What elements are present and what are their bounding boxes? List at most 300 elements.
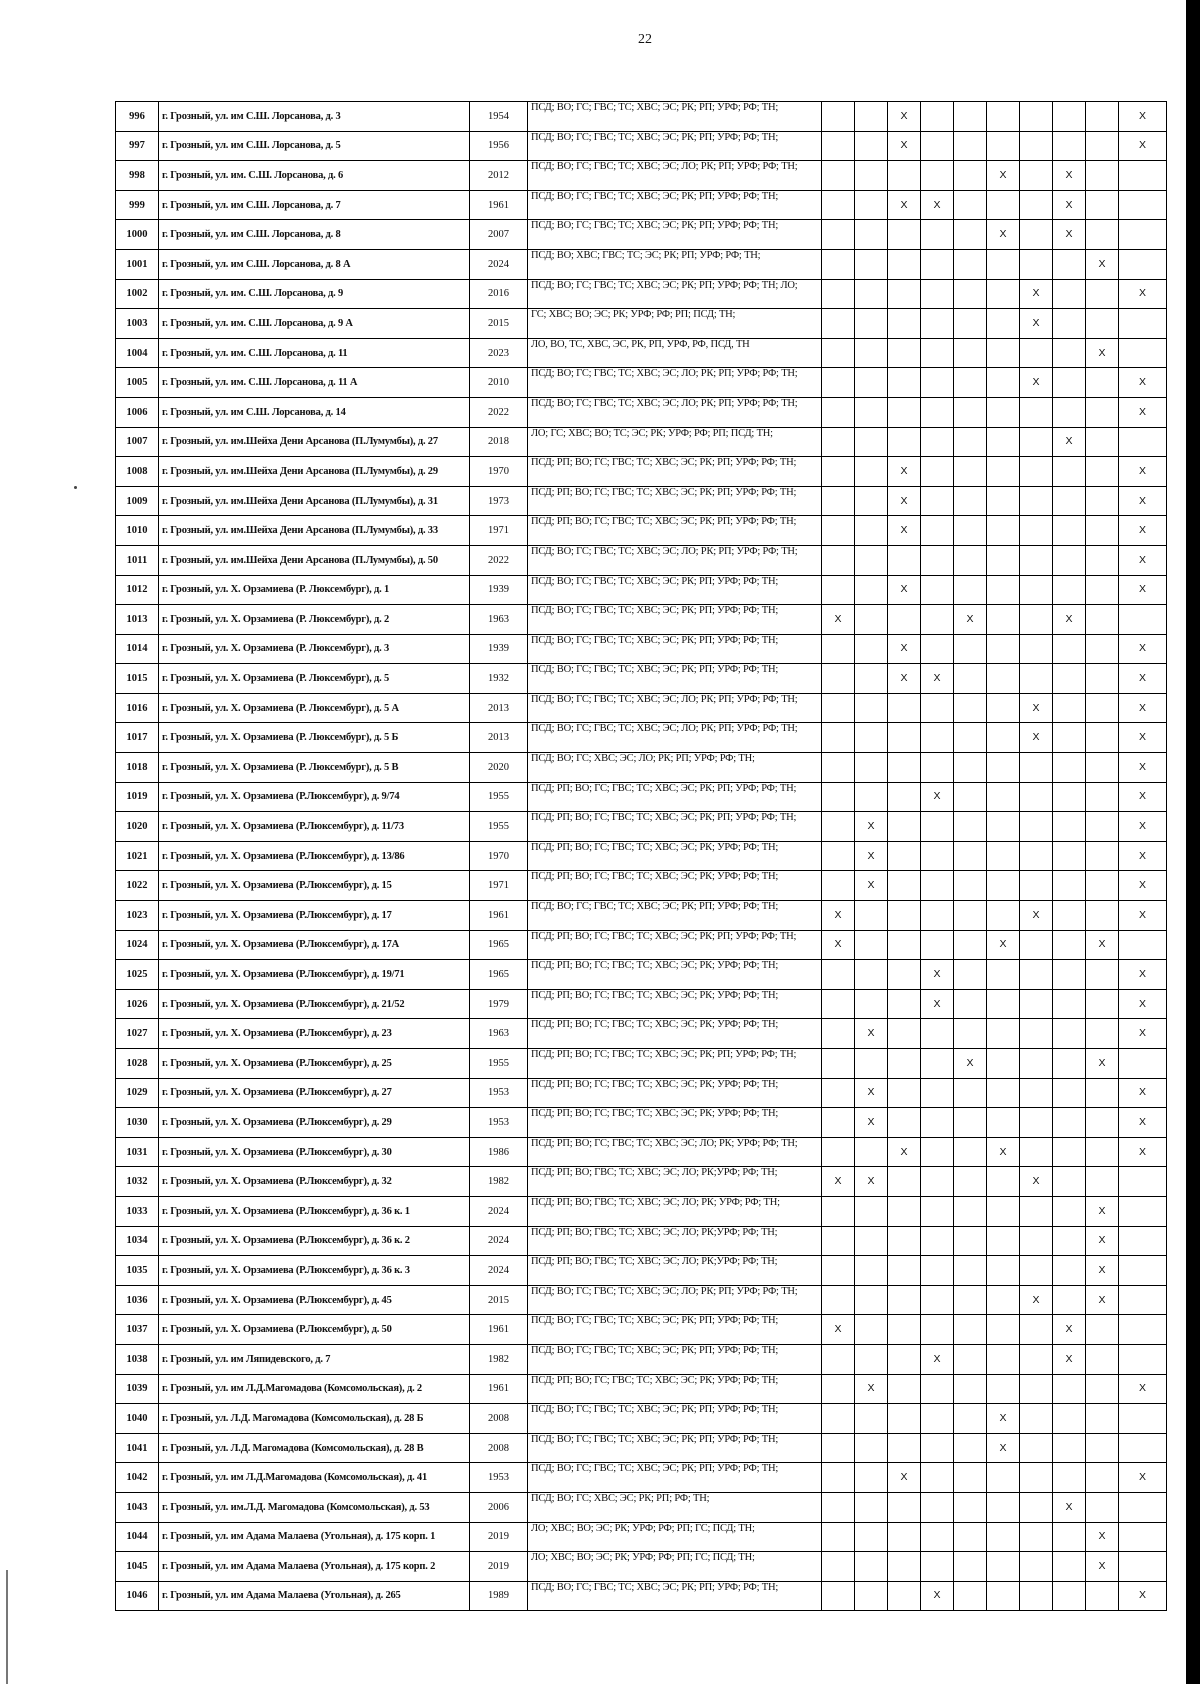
mark-cell <box>822 1049 855 1079</box>
mark-cell <box>888 1049 921 1079</box>
mark-cell <box>822 1492 855 1522</box>
mark-cell <box>855 1552 888 1582</box>
table-row <box>116 812 1167 842</box>
building-address: г. Грозный, ул. Х. Орзамиева (Р.Люксембург), д. 15 <box>159 871 470 901</box>
mark-cell <box>855 368 888 398</box>
mark-cell: X <box>855 871 888 901</box>
mark-cell: X <box>1119 575 1167 605</box>
mark-cell <box>888 220 921 250</box>
mark-cell <box>1020 960 1053 990</box>
table-row <box>116 753 1167 783</box>
building-address: г. Грозный, ул. им.Шейха Дени Арсанова (П.Лумумбы), д. 33 <box>159 516 470 546</box>
mark-cell <box>954 1078 987 1108</box>
table-row <box>116 1256 1167 1286</box>
mark-cell: X <box>888 102 921 132</box>
scan-speck <box>74 486 77 489</box>
mark-cell <box>987 782 1020 812</box>
construction-year: 1961 <box>470 901 528 931</box>
mark-cell: X <box>1119 545 1167 575</box>
mark-cell: X <box>1119 1108 1167 1138</box>
table-row <box>116 664 1167 694</box>
mark-cell <box>1020 782 1053 812</box>
mark-cell <box>888 161 921 191</box>
mark-cell: X <box>1020 1167 1053 1197</box>
services-list: ПСД; ВО; ГС; ГВС; ТС; ХВС; ЭС; РК; РП; УРФ; РФ; ТН; <box>528 634 822 664</box>
mark-cell <box>1053 1522 1086 1552</box>
mark-cell <box>1020 516 1053 546</box>
building-address: г. Грозный, ул. Х. Орзамиева (Р. Люксембург), д. 1 <box>159 575 470 605</box>
row-number: 1032 <box>116 1167 159 1197</box>
mark-cell <box>888 249 921 279</box>
mark-cell <box>822 220 855 250</box>
mark-cell <box>1053 249 1086 279</box>
mark-cell <box>855 664 888 694</box>
mark-cell <box>855 989 888 1019</box>
construction-year: 2007 <box>470 220 528 250</box>
mark-cell <box>987 1374 1020 1404</box>
mark-cell <box>1020 871 1053 901</box>
mark-cell: X <box>1020 309 1053 339</box>
mark-cell: X <box>987 161 1020 191</box>
mark-cell: X <box>888 1137 921 1167</box>
mark-cell: X <box>855 1019 888 1049</box>
mark-cell <box>822 338 855 368</box>
mark-cell: X <box>921 782 954 812</box>
building-address: г. Грозный, ул. им Ляпидевского, д. 7 <box>159 1344 470 1374</box>
building-address: г. Грозный, ул. им. С.Ш. Лорсанова, д. 9 <box>159 279 470 309</box>
mark-cell <box>1020 1256 1053 1286</box>
mark-cell <box>954 1433 987 1463</box>
mark-cell <box>822 545 855 575</box>
mark-cell <box>954 753 987 783</box>
mark-cell <box>954 930 987 960</box>
table-row <box>116 1374 1167 1404</box>
table-row <box>116 1226 1167 1256</box>
mark-cell <box>1053 516 1086 546</box>
row-number: 1004 <box>116 338 159 368</box>
mark-cell <box>1086 575 1119 605</box>
mark-cell: X <box>987 1137 1020 1167</box>
building-address: г. Грозный, ул. Л.Д. Магомадова (Комсомольская), д. 28 В <box>159 1433 470 1463</box>
services-list: ПСД; РП; ВО; ГС; ГВС; ТС; ХВС; ЭС; РК; УРФ; РФ; ТН; <box>528 960 822 990</box>
mark-cell: X <box>1119 871 1167 901</box>
row-number: 1031 <box>116 1137 159 1167</box>
mark-cell <box>888 989 921 1019</box>
mark-cell <box>888 1344 921 1374</box>
mark-cell <box>954 901 987 931</box>
services-list: ПСД; РП; ВО; ГС; ГВС; ТС; ХВС; ЭС; РК; УРФ; РФ; ТН; <box>528 1019 822 1049</box>
construction-year: 2006 <box>470 1492 528 1522</box>
mark-cell: X <box>888 516 921 546</box>
mark-cell <box>1053 1433 1086 1463</box>
mark-cell <box>987 249 1020 279</box>
mark-cell: X <box>954 1049 987 1079</box>
row-number: 1001 <box>116 249 159 279</box>
mark-cell <box>921 634 954 664</box>
row-number: 1019 <box>116 782 159 812</box>
building-address: г. Грозный, ул. Х. Орзамиева (Р.Люксембург), д. 19/71 <box>159 960 470 990</box>
services-list: ГС; ХВС; ВО; ЭС; РК; УРФ; РФ; РП; ПСД; ТН; <box>528 309 822 339</box>
building-address: г. Грозный, ул. им.Шейха Дени Арсанова (П.Лумумбы), д. 50 <box>159 545 470 575</box>
mark-cell <box>1119 1226 1167 1256</box>
services-list: ПСД; ВО; ГС; ГВС; ТС; ХВС; ЭС; ЛО; РК; РП; УРФ; РФ; ТН; <box>528 545 822 575</box>
mark-cell <box>1119 1492 1167 1522</box>
mark-cell <box>1020 457 1053 487</box>
mark-cell: X <box>1053 1344 1086 1374</box>
row-number: 1007 <box>116 427 159 457</box>
mark-cell <box>954 1463 987 1493</box>
mark-cell <box>921 1226 954 1256</box>
building-address: г. Грозный, ул. Х. Орзамиева (Р.Люксембург), д. 13/86 <box>159 841 470 871</box>
services-list: ЛО; ХВС; ВО; ЭС; РК; УРФ; РФ; РП; ГС; ПСД; ТН; <box>528 1552 822 1582</box>
mark-cell <box>1020 575 1053 605</box>
mark-cell <box>822 634 855 664</box>
services-list: ПСД; РП; ВО; ГС; ГВС; ТС; ХВС; ЭС; РК; РП; УРФ; РФ; ТН; <box>528 930 822 960</box>
mark-cell <box>888 841 921 871</box>
construction-year: 1956 <box>470 131 528 161</box>
building-address: г. Грозный, ул. им Л.Д.Магомадова (Комсомольская), д. 2 <box>159 1374 470 1404</box>
mark-cell <box>987 812 1020 842</box>
row-number: 1016 <box>116 693 159 723</box>
mark-cell <box>1020 1492 1053 1522</box>
housing-register-table <box>115 101 1167 1611</box>
table-row <box>116 1344 1167 1374</box>
table-row <box>116 102 1167 132</box>
services-list: ПСД; РП; ВО; ГС; ГВС; ТС; ХВС; ЭС; РК; РП; УРФ; РФ; ТН; <box>528 782 822 812</box>
mark-cell <box>1053 309 1086 339</box>
mark-cell <box>987 753 1020 783</box>
mark-cell <box>822 1581 855 1611</box>
mark-cell <box>954 1108 987 1138</box>
mark-cell <box>954 279 987 309</box>
mark-cell: X <box>1119 486 1167 516</box>
mark-cell <box>1020 545 1053 575</box>
building-address: г. Грозный, ул. Х. Орзамиева (Р.Люксембург), д. 9/74 <box>159 782 470 812</box>
mark-cell <box>987 102 1020 132</box>
mark-cell <box>822 279 855 309</box>
mark-cell <box>1086 1581 1119 1611</box>
table-row <box>116 1019 1167 1049</box>
mark-cell <box>855 1226 888 1256</box>
mark-cell: X <box>1020 693 1053 723</box>
mark-cell <box>822 486 855 516</box>
row-number: 1006 <box>116 397 159 427</box>
construction-year: 2022 <box>470 397 528 427</box>
services-list: ПСД; РП; ВО; ГС; ГВС; ТС; ХВС; ЭС; РК; УРФ; РФ; ТН; <box>528 989 822 1019</box>
building-address: г. Грозный, ул. Х. Орзамиева (Р.Люксембург), д. 36 к. 3 <box>159 1256 470 1286</box>
mark-cell <box>954 1167 987 1197</box>
table-row <box>116 841 1167 871</box>
mark-cell <box>1020 131 1053 161</box>
mark-cell <box>954 545 987 575</box>
table-row <box>116 989 1167 1019</box>
services-list: ПСД; ВО; ГС; ГВС; ТС; ХВС; ЭС; РК; РП; УРФ; РФ; ТН; <box>528 575 822 605</box>
mark-cell: X <box>1086 1552 1119 1582</box>
mark-cell <box>954 516 987 546</box>
construction-year: 1939 <box>470 575 528 605</box>
mark-cell <box>1119 930 1167 960</box>
mark-cell <box>987 634 1020 664</box>
mark-cell <box>888 1167 921 1197</box>
scan-margin-line <box>6 1570 8 1684</box>
mark-cell <box>888 1256 921 1286</box>
building-address: г. Грозный, ул. Х. Орзамиева (Р.Люксембург), д. 27 <box>159 1078 470 1108</box>
building-address: г. Грозный, ул. им С.Ш. Лорсанова, д. 8 А <box>159 249 470 279</box>
building-address: г. Грозный, ул. Х. Орзамиева (Р.Люксембург), д. 23 <box>159 1019 470 1049</box>
table-row <box>116 309 1167 339</box>
mark-cell <box>1086 1344 1119 1374</box>
mark-cell <box>954 1226 987 1256</box>
table-row <box>116 871 1167 901</box>
mark-cell <box>1053 960 1086 990</box>
row-number: 1005 <box>116 368 159 398</box>
services-list: ПСД; ВО; ГС; ГВС; ТС; ХВС; ЭС; РК; РП; УРФ; РФ; ТН; ЛО; <box>528 279 822 309</box>
mark-cell: X <box>888 575 921 605</box>
table-row <box>116 1581 1167 1611</box>
services-list: ПСД; ВО; ГС; ГВС; ТС; ХВС; ЭС; РК; РП; УРФ; РФ; ТН; <box>528 901 822 931</box>
mark-cell: X <box>1119 397 1167 427</box>
mark-cell <box>1053 1137 1086 1167</box>
row-number: 1027 <box>116 1019 159 1049</box>
mark-cell <box>987 1196 1020 1226</box>
mark-cell <box>1086 545 1119 575</box>
mark-cell <box>1053 1167 1086 1197</box>
mark-cell <box>855 1315 888 1345</box>
mark-cell <box>888 812 921 842</box>
mark-cell <box>1053 102 1086 132</box>
row-number: 1000 <box>116 220 159 250</box>
mark-cell <box>921 1463 954 1493</box>
mark-cell <box>1086 664 1119 694</box>
mark-cell <box>987 545 1020 575</box>
services-list: ПСД; ВО; ГС; ХВС; ЭС; РК; РП; РФ; ТН; <box>528 1492 822 1522</box>
mark-cell <box>954 1552 987 1582</box>
mark-cell <box>1086 1492 1119 1522</box>
mark-cell <box>1020 397 1053 427</box>
mark-cell <box>921 1078 954 1108</box>
table-row <box>116 1315 1167 1345</box>
mark-cell: X <box>1086 1196 1119 1226</box>
construction-year: 2010 <box>470 368 528 398</box>
mark-cell <box>1053 131 1086 161</box>
mark-cell <box>987 1522 1020 1552</box>
mark-cell <box>1086 960 1119 990</box>
table-row <box>116 161 1167 191</box>
mark-cell <box>1086 1374 1119 1404</box>
mark-cell <box>954 1196 987 1226</box>
construction-year: 1939 <box>470 634 528 664</box>
services-list: ПСД; РП; ВО; ГС; ГВС; ТС; ХВС; ЭС; РК; УРФ; РФ; ТН; <box>528 841 822 871</box>
mark-cell <box>1086 693 1119 723</box>
mark-cell: X <box>1119 753 1167 783</box>
mark-cell: X <box>1119 841 1167 871</box>
mark-cell: X <box>822 930 855 960</box>
mark-cell <box>1020 338 1053 368</box>
mark-cell <box>987 1315 1020 1345</box>
mark-cell <box>987 664 1020 694</box>
building-address: г. Грозный, ул. Х. Орзамиева (Р.Люксембург), д. 17А <box>159 930 470 960</box>
mark-cell <box>954 338 987 368</box>
mark-cell <box>822 693 855 723</box>
mark-cell <box>954 1404 987 1434</box>
mark-cell <box>987 693 1020 723</box>
mark-cell <box>822 723 855 753</box>
mark-cell: X <box>1086 1285 1119 1315</box>
mark-cell <box>987 871 1020 901</box>
mark-cell: X <box>1119 1078 1167 1108</box>
mark-cell <box>1053 1226 1086 1256</box>
mark-cell <box>921 427 954 457</box>
mark-cell <box>855 1433 888 1463</box>
mark-cell <box>855 486 888 516</box>
mark-cell: X <box>1119 1137 1167 1167</box>
table-row <box>116 338 1167 368</box>
mark-cell <box>822 1433 855 1463</box>
mark-cell <box>822 190 855 220</box>
mark-cell <box>921 249 954 279</box>
mark-cell <box>1086 1078 1119 1108</box>
mark-cell <box>1020 1433 1053 1463</box>
mark-cell: X <box>1020 901 1053 931</box>
services-list: ПСД; РП; ВО; ГВС; ТС; ХВС; ЭС; ЛО; РК;УРФ; РФ; ТН; <box>528 1167 822 1197</box>
services-list: ПСД; ВО; ГС; ХВС; ЭС; ЛО; РК; РП; УРФ; РФ; ТН; <box>528 753 822 783</box>
construction-year: 1971 <box>470 871 528 901</box>
mark-cell <box>987 1285 1020 1315</box>
mark-cell <box>888 1196 921 1226</box>
services-list: ПСД; ВО; ХВС; ГВС; ТС; ЭС; РК; РП; УРФ; РФ; ТН; <box>528 249 822 279</box>
building-address: г. Грозный, ул. им С.Ш. Лорсанова, д. 7 <box>159 190 470 220</box>
mark-cell <box>954 1581 987 1611</box>
mark-cell <box>855 190 888 220</box>
row-number: 1017 <box>116 723 159 753</box>
mark-cell <box>1053 575 1086 605</box>
mark-cell <box>1086 1433 1119 1463</box>
mark-cell <box>1053 812 1086 842</box>
services-list: ПСД; РП; ВО; ГВС; ТС; ХВС; ЭС; ЛО; РК;УРФ; РФ; ТН; <box>528 1256 822 1286</box>
mark-cell <box>921 1196 954 1226</box>
construction-year: 1963 <box>470 1019 528 1049</box>
construction-year: 1973 <box>470 486 528 516</box>
building-address: г. Грозный, ул. им С.Ш. Лорсанова, д. 3 <box>159 102 470 132</box>
mark-cell <box>855 1049 888 1079</box>
mark-cell: X <box>1020 279 1053 309</box>
services-list: ПСД; РП; ВО; ГС; ГВС; ТС; ХВС; ЭС; РК; РП; УРФ; РФ; ТН; <box>528 516 822 546</box>
mark-cell <box>987 516 1020 546</box>
mark-cell <box>954 1285 987 1315</box>
mark-cell <box>1020 1078 1053 1108</box>
row-number: 1013 <box>116 605 159 635</box>
row-number: 1045 <box>116 1552 159 1582</box>
mark-cell <box>1053 871 1086 901</box>
mark-cell <box>921 131 954 161</box>
mark-cell: X <box>1119 723 1167 753</box>
mark-cell <box>855 309 888 339</box>
row-number: 1002 <box>116 279 159 309</box>
mark-cell <box>822 575 855 605</box>
mark-cell <box>855 693 888 723</box>
row-number: 998 <box>116 161 159 191</box>
mark-cell <box>1086 161 1119 191</box>
mark-cell <box>855 131 888 161</box>
mark-cell <box>1086 812 1119 842</box>
construction-year: 2024 <box>470 1226 528 1256</box>
mark-cell <box>987 427 1020 457</box>
mark-cell: X <box>1086 1226 1119 1256</box>
mark-cell <box>954 457 987 487</box>
mark-cell <box>1020 102 1053 132</box>
mark-cell <box>855 427 888 457</box>
construction-year: 2015 <box>470 1285 528 1315</box>
mark-cell <box>1086 634 1119 664</box>
mark-cell: X <box>855 1167 888 1197</box>
mark-cell: X <box>1086 249 1119 279</box>
mark-cell <box>1086 723 1119 753</box>
mark-cell <box>921 1433 954 1463</box>
row-number: 1042 <box>116 1463 159 1493</box>
mark-cell: X <box>1119 516 1167 546</box>
mark-cell <box>1020 930 1053 960</box>
mark-cell <box>1020 1552 1053 1582</box>
building-address: г. Грозный, ул. Х. Орзамиева (Р.Люксембург), д. 45 <box>159 1285 470 1315</box>
services-list: ПСД; РП; ВО; ГС; ГВС; ТС; ХВС; ЭС; РК; УРФ; РФ; ТН; <box>528 1078 822 1108</box>
mark-cell <box>822 664 855 694</box>
construction-year: 2024 <box>470 1196 528 1226</box>
construction-year: 1982 <box>470 1344 528 1374</box>
building-address: г. Грозный, ул. Х. Орзамиева (Р.Люксембург), д. 29 <box>159 1108 470 1138</box>
mark-cell <box>1086 605 1119 635</box>
mark-cell <box>954 960 987 990</box>
row-number: 1035 <box>116 1256 159 1286</box>
table-row <box>116 1552 1167 1582</box>
mark-cell <box>921 753 954 783</box>
mark-cell <box>954 634 987 664</box>
mark-cell: X <box>1020 368 1053 398</box>
mark-cell <box>888 753 921 783</box>
mark-cell <box>855 1492 888 1522</box>
mark-cell <box>1119 1196 1167 1226</box>
mark-cell <box>921 871 954 901</box>
mark-cell: X <box>987 1433 1020 1463</box>
mark-cell <box>921 1167 954 1197</box>
mark-cell <box>987 397 1020 427</box>
mark-cell <box>888 338 921 368</box>
building-address: г. Грозный, ул. Х. Орзамиева (Р. Люксембург), д. 5 Б <box>159 723 470 753</box>
mark-cell <box>1119 1256 1167 1286</box>
mark-cell <box>855 1256 888 1286</box>
construction-year: 2020 <box>470 753 528 783</box>
construction-year: 1953 <box>470 1078 528 1108</box>
mark-cell: X <box>888 664 921 694</box>
construction-year: 2016 <box>470 279 528 309</box>
mark-cell <box>855 545 888 575</box>
mark-cell <box>1020 427 1053 457</box>
table-row <box>116 1049 1167 1079</box>
mark-cell <box>1053 457 1086 487</box>
building-address: г. Грозный, ул. Х. Орзамиева (Р.Люксембург), д. 32 <box>159 1167 470 1197</box>
mark-cell: X <box>987 220 1020 250</box>
mark-cell <box>855 1344 888 1374</box>
mark-cell <box>921 575 954 605</box>
services-list: ПСД; ВО; ГС; ГВС; ТС; ХВС; ЭС; РК; РП; УРФ; РФ; ТН; <box>528 1581 822 1611</box>
building-address: г. Грозный, ул. им Адама Малаева (Угольная), д. 175 корп. 1 <box>159 1522 470 1552</box>
row-number: 1038 <box>116 1344 159 1374</box>
mark-cell: X <box>1119 960 1167 990</box>
row-number: 1044 <box>116 1522 159 1552</box>
building-address: г. Грозный, ул. Х. Орзамиева (Р.Люксембург), д. 11/73 <box>159 812 470 842</box>
mark-cell <box>1053 1019 1086 1049</box>
mark-cell <box>855 161 888 191</box>
mark-cell <box>888 368 921 398</box>
